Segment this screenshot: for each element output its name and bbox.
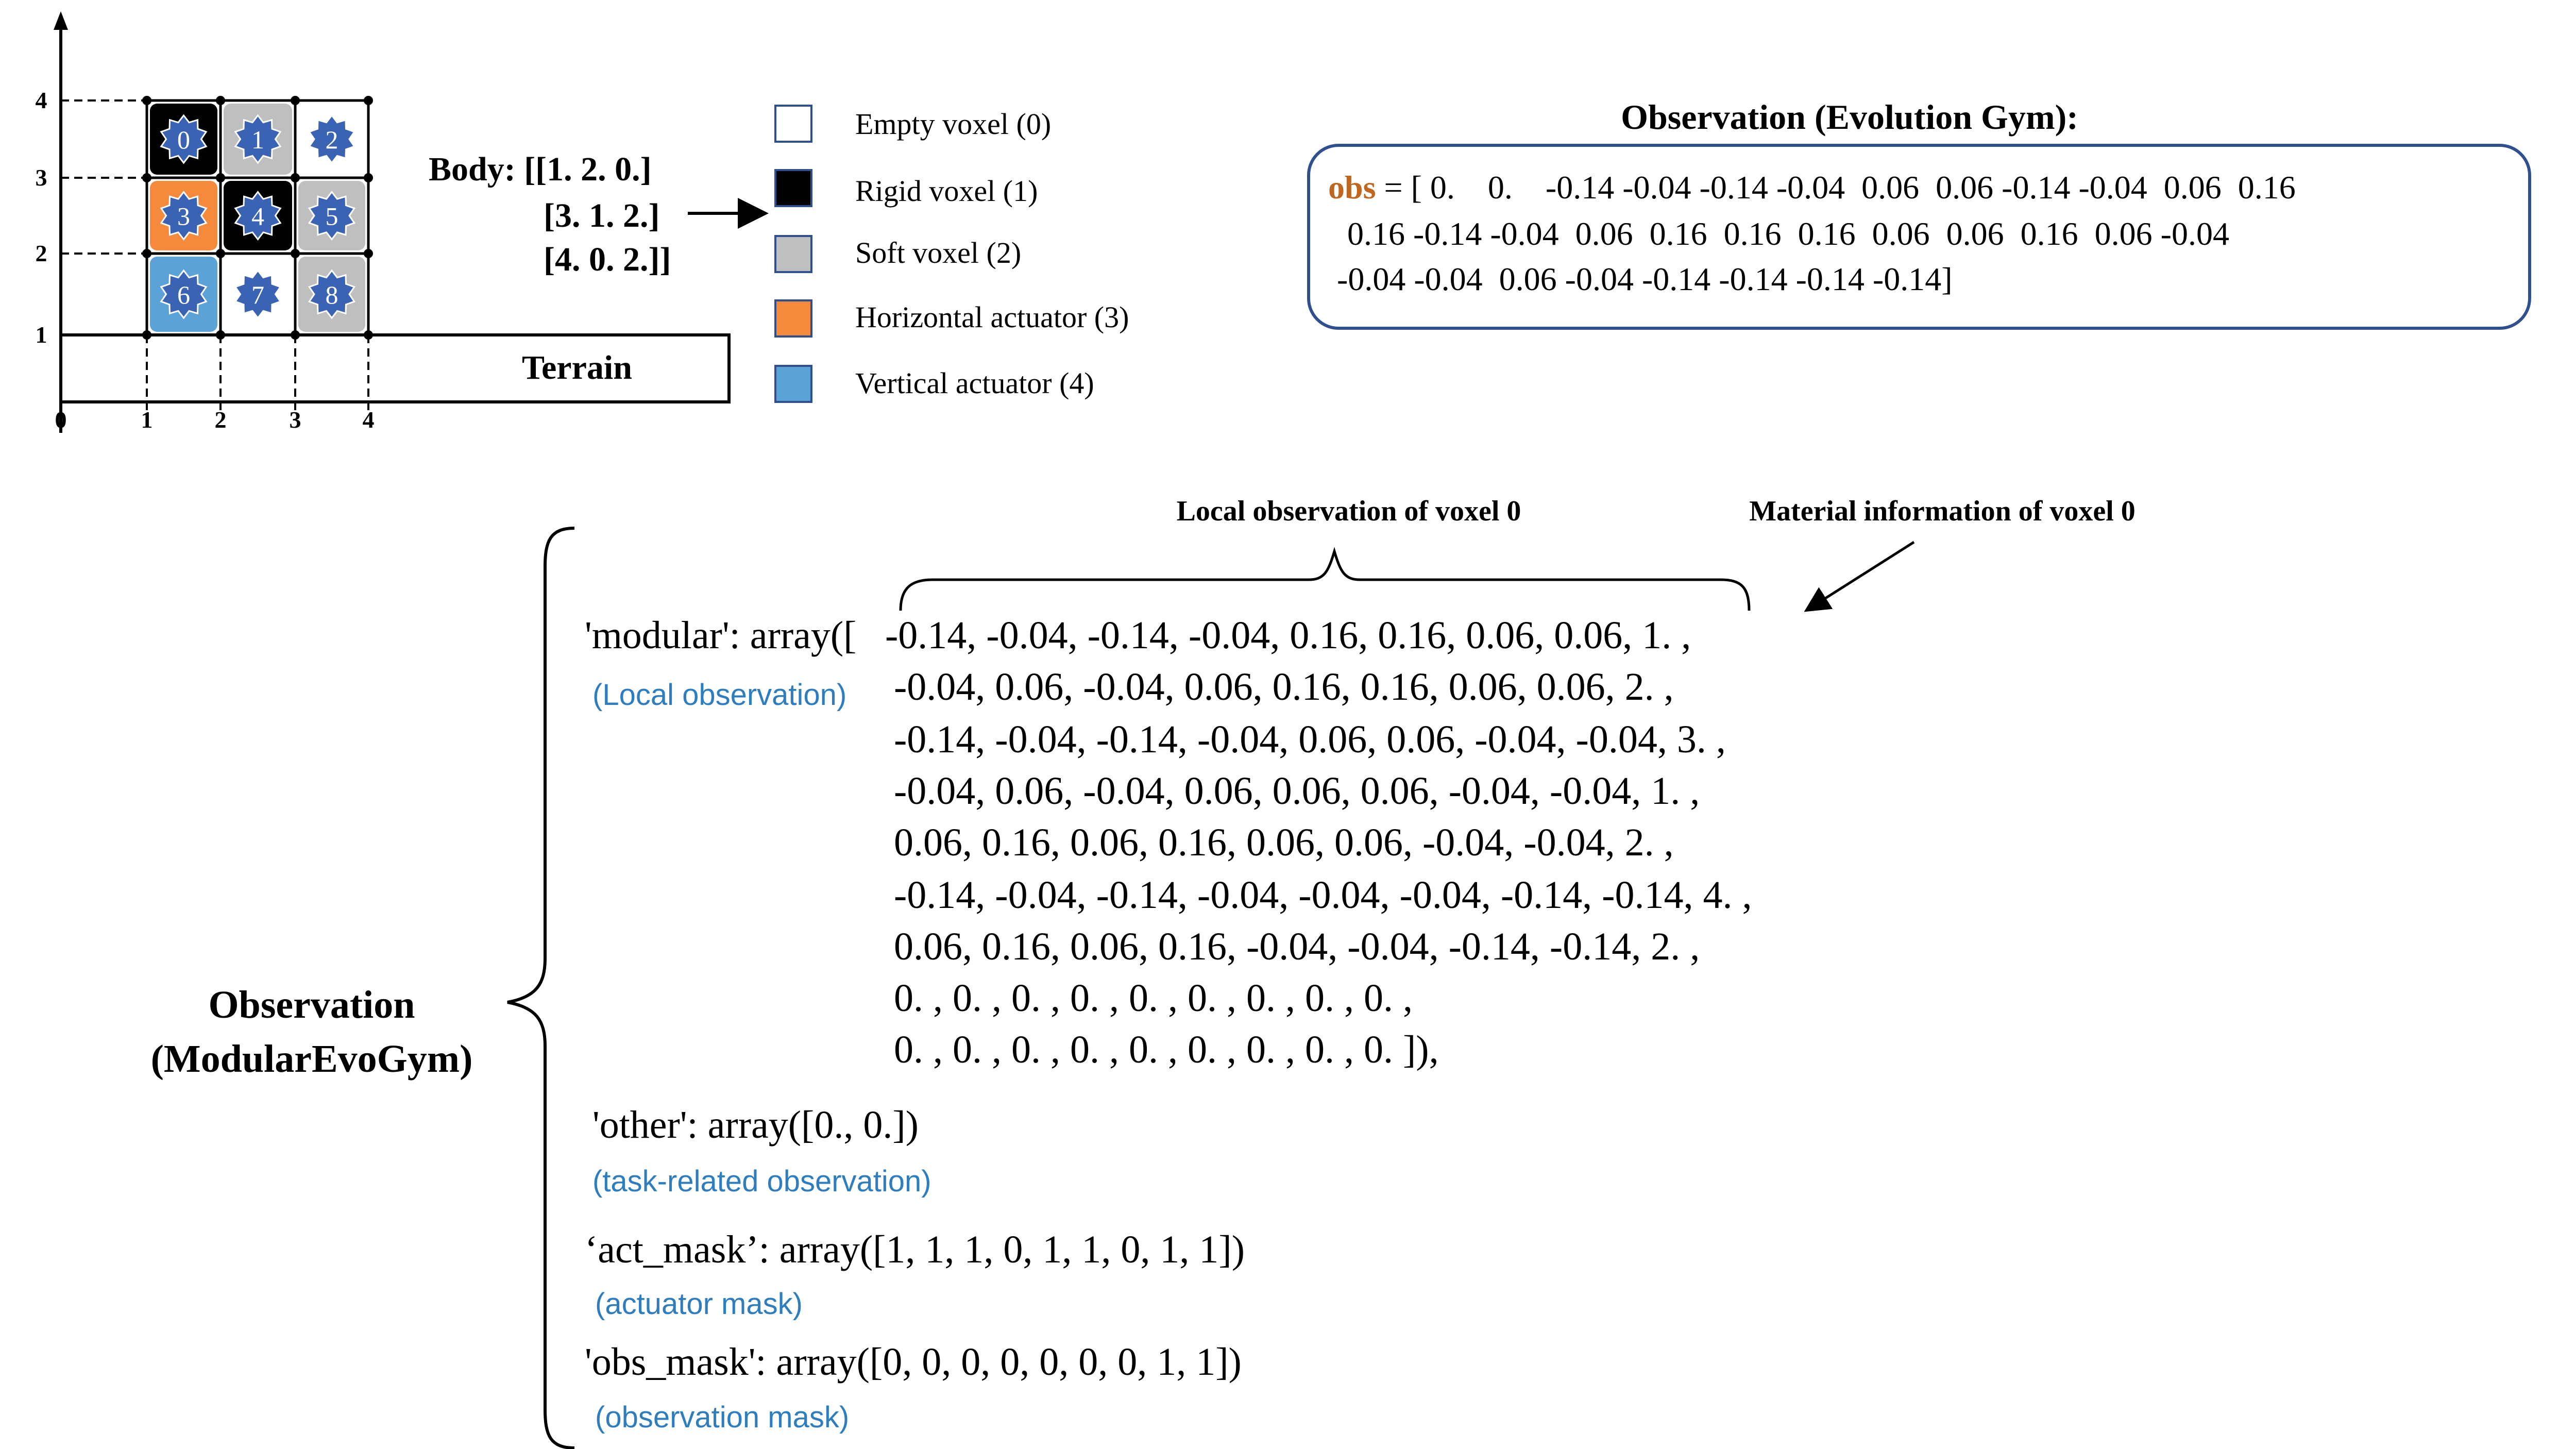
modular-observation — [151, 495, 2136, 1448]
x-tick-1: 1 — [141, 407, 153, 433]
local-obs-annotation: Local observation of voxel 0 — [1176, 495, 1521, 527]
x-tick-2: 2 — [214, 407, 227, 433]
other-text: 'other': array([0., 0.]) — [592, 1103, 919, 1147]
legend-label-empty: Empty voxel (0) — [855, 107, 1052, 141]
modular-note: (Local observation) — [592, 678, 847, 712]
body-line-1: Body: [[1. 2. 0.] — [429, 150, 652, 188]
body-line-2: [3. 1. 2.] — [544, 197, 660, 234]
x-tick-4: 4 — [362, 407, 375, 433]
obs-mask-text: 'obs_mask': array([0, 0, 0, 0, 0, 0, 0, 1, 1]) — [585, 1340, 1242, 1384]
material-info-annotation: Material information of voxel 0 — [1749, 495, 2136, 527]
voxel-id-label: 6 — [177, 280, 190, 309]
modular-row: -0.04, 0.06, -0.04, 0.06, 0.16, 0.16, 0.06, 0.06, 2. , — [894, 665, 1674, 709]
legend-swatch-horizontal-actuator — [775, 300, 811, 336]
evogym-observation — [1309, 97, 2530, 328]
modular-row: -0.04, 0.06, -0.04, 0.06, 0.06, 0.06, -0.04, -0.04, 1. , — [894, 769, 1700, 813]
modular-rows — [885, 614, 1752, 1071]
legend-label-vertical-actuator: Vertical actuator (4) — [855, 366, 1094, 400]
modular-row: -0.14, -0.04, -0.14, -0.04, -0.04, -0.04, -0.14, -0.14, 4. , — [894, 873, 1752, 917]
y-axis-arrow-icon — [54, 11, 68, 30]
x-tick-0: 0 — [55, 407, 67, 433]
voxel-id-label: 2 — [325, 125, 338, 154]
evogym-obs-line-1-text: = [ 0. 0. -0.14 -0.04 -0.14 -0.04 0.06 0.06 -0.14 -0.04 0.06 0.16 — [1376, 169, 2296, 206]
evogym-obs-line-3: -0.04 -0.04 0.06 -0.04 -0.14 -0.14 -0.14 -0.14] — [1337, 261, 1953, 297]
legend-swatch-soft — [775, 236, 811, 272]
voxel-id-label: 4 — [251, 201, 264, 231]
modular-row: 0. , 0. , 0. , 0. , 0. , 0. , 0. , 0. , 0. ]), — [894, 1028, 1439, 1071]
x-tick-3: 3 — [289, 407, 301, 433]
voxel-id-label: 3 — [177, 201, 190, 231]
modular-title-line-1: Observation — [208, 983, 415, 1026]
evogym-obs-line-1 — [1328, 169, 2296, 206]
modular-title-line-2: (ModularEvoGym) — [150, 1037, 473, 1081]
material-info-arrow — [1808, 542, 1914, 609]
voxel-id-label: 7 — [251, 280, 264, 309]
voxel-id-label: 8 — [325, 280, 338, 309]
obs-mask-note: (observation mask) — [595, 1401, 850, 1434]
body-matrix — [429, 150, 762, 278]
material-legend — [775, 106, 1129, 402]
modular-row: -0.14, -0.04, -0.14, -0.04, 0.06, 0.06, -0.04, -0.04, 3. , — [894, 718, 1726, 761]
voxel-id-label: 0 — [177, 125, 190, 154]
left-curly-brace — [507, 528, 574, 1448]
evogym-title: Observation (Evolution Gym): — [1621, 97, 2078, 137]
y-tick-2: 2 — [35, 240, 47, 266]
terrain-label: Terrain — [522, 349, 632, 386]
evogym-obs-line-2: 0.16 -0.14 -0.04 0.06 0.16 0.16 0.16 0.06 0.06 0.16 0.06 -0.04 — [1347, 215, 2229, 252]
legend-swatch-empty — [775, 106, 811, 142]
other-note: (task-related observation) — [592, 1165, 931, 1198]
y-tick-4: 4 — [35, 87, 47, 113]
modular-prefix: 'modular': array([ — [585, 614, 857, 657]
voxel-id-label: 5 — [325, 201, 338, 231]
legend-label-soft: Soft voxel (2) — [855, 236, 1022, 269]
y-tick-3: 3 — [35, 164, 47, 191]
obs-keyword: obs — [1328, 169, 1376, 206]
modular-row: -0.14, -0.04, -0.14, -0.04, 0.16, 0.16, 0.06, 0.06, 1. , — [885, 614, 1691, 657]
body-line-3: [4. 0. 2.]] — [544, 241, 671, 278]
modular-row: 0.06, 0.16, 0.06, 0.16, 0.06, 0.06, -0.04, -0.04, 2. , — [894, 821, 1674, 864]
modular-row: 0. , 0. , 0. , 0. , 0. , 0. , 0. , 0. , 0. , — [894, 976, 1413, 1020]
legend-swatch-vertical-actuator — [775, 366, 811, 402]
voxel-stars — [161, 115, 354, 318]
local-obs-brace — [901, 551, 1749, 611]
legend-label-rigid: Rigid voxel (1) — [855, 174, 1038, 208]
act-mask-text: ‘act_mask’: array([1, 1, 1, 0, 1, 1, 0, 1, 1]) — [585, 1228, 1245, 1271]
act-mask-note: (actuator mask) — [595, 1287, 803, 1321]
modular-row: 0.06, 0.16, 0.06, 0.16, -0.04, -0.04, -0.14, -0.14, 2. , — [894, 925, 1700, 968]
legend-label-horizontal-actuator: Horizontal actuator (3) — [855, 300, 1129, 334]
legend-swatch-rigid — [775, 170, 811, 206]
y-tick-1: 1 — [35, 322, 47, 348]
voxel-id-label: 1 — [251, 125, 264, 154]
